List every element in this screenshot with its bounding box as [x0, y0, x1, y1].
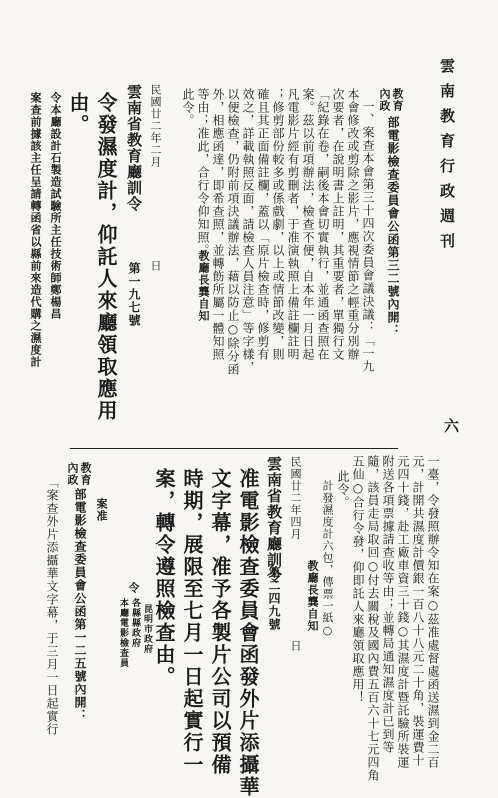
org-label-neizheng: 內政	[66, 462, 79, 486]
page-number: 六	[442, 418, 460, 434]
recipient: 昆明市政府	[142, 604, 152, 654]
org-label-neizheng: 內政	[378, 88, 391, 112]
text-line: 案查前據該主任呈請轉函省以縣前來造代購之濕度計	[29, 92, 42, 368]
order-date: 民國廿二年四月	[289, 456, 302, 540]
order-number: 第一九七號	[127, 262, 141, 327]
text-line: 令本廳設計石製造試驗所主任技術師鄭楊昌	[49, 92, 62, 320]
text-line: 效之，詳載執照反面，請檢查人員注意」等字樣，	[241, 88, 255, 374]
order-date-suffix: 日	[289, 640, 302, 652]
text-line: 一臺，令發照辦令知在案○茲准處督處函送濕到金二百	[426, 455, 440, 769]
text-line: 確且其正面備註欄，蓋以「原片檢查時，修剪有	[256, 88, 270, 361]
attachment-note: 計發濕度計六包，傳票一紙○	[321, 480, 334, 638]
order-subject: 准電影檢查委員會函發外片添攝華	[236, 468, 260, 798]
text-line: 等由；准此，合行令仰知照。	[196, 88, 210, 257]
text-line: 凡電影片經有剪刪者，于准演執照上備註欄註明	[286, 88, 300, 361]
text-line: 五仙○合行令發，仰即託人來廳領取應用！	[351, 455, 365, 704]
text-line: ；修剪部份較多或係戲劇，以上或情節改變，則	[271, 88, 285, 361]
text-line: 元四十錢，赴工廠車資三十錢○其濕度計暨託驗所裝運	[396, 455, 410, 769]
recipients-label: 令	[127, 582, 140, 594]
org-heading: 部電影檢查委員會公函第一二五號內開：	[73, 488, 87, 722]
order-subject: 時期，展限至七月一日起實行一	[180, 468, 204, 776]
text-line: 此令。	[181, 88, 195, 127]
text-line: 次要者，在說明書上註明，其重要者，單獨行文	[331, 88, 345, 361]
order-date: 民國廿二年二月	[149, 84, 162, 168]
order-subject-end: 由。	[66, 92, 90, 136]
order-date-suffix: 日	[149, 260, 162, 272]
order-subject-end: 案，轉令遵照檢查由。	[152, 468, 176, 688]
text-line: 一、案查本會第三十四次委員會議決議：「一九	[361, 100, 375, 373]
text-line: 附送各項票據請查收等由；並轉局通知濕度計已到等	[381, 455, 395, 754]
recipient: 各縣縣政府	[130, 598, 140, 648]
text-line: 本會修改或剪除之影片，應視情節之輕重分別辦	[346, 88, 360, 361]
org-heading: 部電影檢查委員會公函第三二號內開：	[386, 116, 400, 337]
text-line: 隨，該員走局取回○付去關稅及國內費五百六十七元四角	[366, 455, 380, 782]
order-issuer: 雲南省教育廳訓令	[265, 456, 283, 584]
publication-title: 雲南教育行政週刊	[438, 58, 456, 258]
order-subject: 令發濕度計，仰託人來廳領取應用	[94, 92, 118, 422]
case-label: 案准	[95, 498, 108, 522]
section-divider	[70, 448, 398, 449]
text-line: 外，相應函達，即希查照，並轉飭所屬一體知照	[211, 88, 225, 361]
signature: 教廳長龔自知	[197, 250, 210, 322]
recipient: 本廳電影檢查員	[118, 598, 128, 668]
order-number: 第二四九號	[267, 566, 281, 631]
signature: 教廳長龔自知	[306, 560, 319, 632]
text-line: 「案查外片添攝華文字幕，于三月一日起實行	[45, 476, 59, 736]
org-label-jiaoyu: 教育	[79, 462, 92, 486]
text-line: 此令。	[336, 470, 350, 509]
text-line: 「紀錄在卷，嗣後本會切實執行，並通函查照在	[316, 88, 330, 361]
org-label-jiaoyu: 教育	[391, 88, 404, 112]
order-subject: 文字幕，准予各製片公司以預備	[208, 468, 232, 776]
text-line: 元，計開共濕度計價銀一百八十八元二十角，裝運費十	[411, 455, 425, 767]
order-issuer: 雲南省教育廳訓令	[125, 84, 143, 212]
text-line: 案。茲以前項辦法，檢查不便，自本年一月日起	[301, 88, 315, 361]
text-line: 以便檢查，仍附前項決議辦法，藉以防止○除分函	[226, 88, 240, 376]
